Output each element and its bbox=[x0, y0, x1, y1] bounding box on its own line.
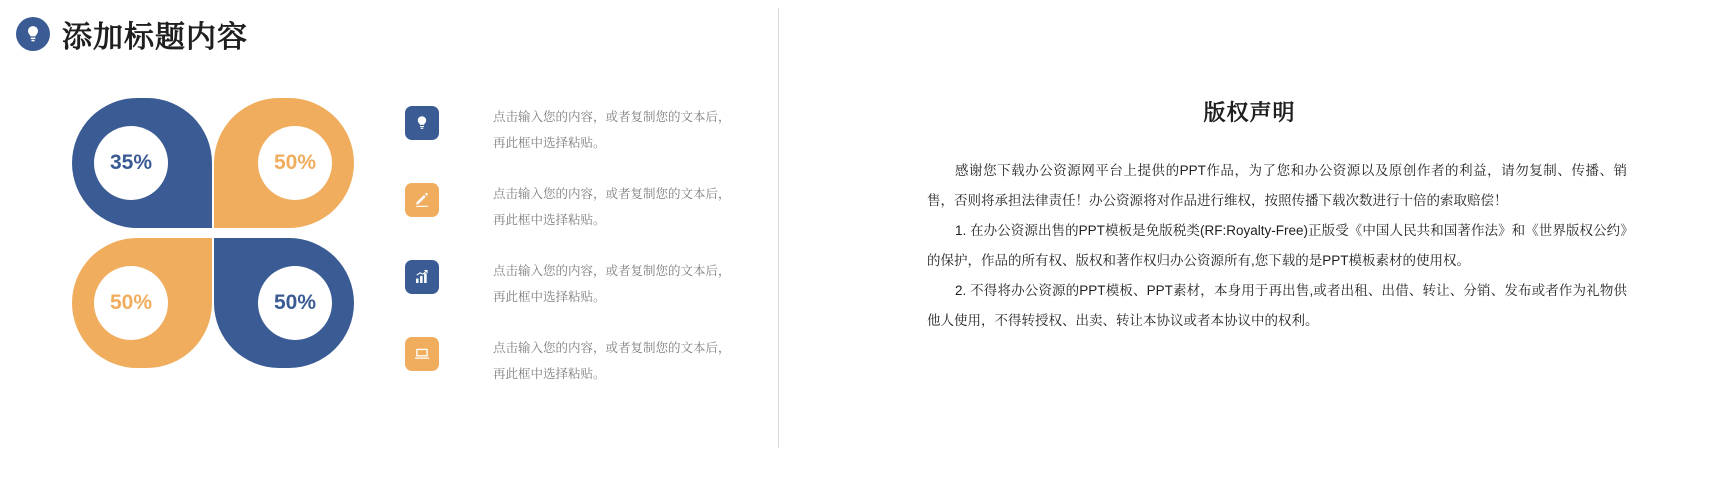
pinwheel-petal-top-left[interactable] bbox=[72, 98, 212, 228]
copyright-body bbox=[927, 156, 1627, 336]
list-item-text: 点击输入您的内容，或者复制您的文本后，再此框中选择粘贴。 bbox=[493, 110, 731, 150]
copyright-paragraph: 1. 在办公资源出售的PPT模板是免版税类(RF:Royalty-Free)正版受《中国人民共和国著作法》和《世界版权公约》的保护，作品的所有权、版权和著作权归办公资源所有,您下载的是PPT模板素材的使用权。 bbox=[927, 223, 1627, 268]
copyright-paragraph: 2. 不得将办公资源的PPT模板、PPT素材，本身用于再出售,或者出租、出借、转让、分销、发布或者作为礼物供他人使用，不得转授权、出卖、转让本协议或者本协议中的权利。 bbox=[927, 283, 1627, 328]
list-item-text: 点击输入您的内容，或者复制您的文本后，再此框中选择粘贴。 bbox=[493, 264, 731, 304]
page-title-text: 添加标题内容 bbox=[62, 21, 248, 54]
list-item[interactable] bbox=[405, 258, 745, 310]
lightbulb-badge-icon bbox=[16, 17, 50, 51]
list-item-text: 点击输入您的内容，或者复制您的文本后，再此框中选择粘贴。 bbox=[493, 341, 731, 381]
pinwheel-value-bottom-right: 50% bbox=[258, 266, 332, 340]
pinwheel-petal-bottom-right[interactable] bbox=[214, 238, 354, 368]
bullet-list bbox=[405, 104, 745, 412]
copyright-panel bbox=[779, 0, 1720, 490]
lightbulb-icon bbox=[405, 106, 439, 140]
pinwheel-petal-bottom-left[interactable] bbox=[72, 238, 212, 368]
laptop-icon bbox=[405, 337, 439, 371]
list-item[interactable] bbox=[405, 335, 745, 387]
copyright-title: 版权声明 bbox=[1203, 100, 1296, 125]
copyright-paragraph: 感谢您下载办公资源网平台上提供的PPT作品，为了您和办公资源以及原创作者的利益，请勿复制、传播、销售，否则将承担法律责任！办公资源将对作品进行维权，按照传播下载次数进行十倍的索取赔偿！ bbox=[927, 163, 1627, 208]
pencil-icon bbox=[405, 183, 439, 217]
pinwheel-value-bottom-left: 50% bbox=[94, 266, 168, 340]
pinwheel-petal-top-right[interactable] bbox=[214, 98, 354, 228]
pinwheel-value-top-right: 50% bbox=[258, 126, 332, 200]
list-item[interactable] bbox=[405, 181, 745, 233]
left-content-panel bbox=[0, 0, 778, 490]
pinwheel-value-top-left: 35% bbox=[94, 126, 168, 200]
page-title bbox=[16, 12, 248, 56]
bar-chart-icon bbox=[405, 260, 439, 294]
pinwheel-diagram bbox=[62, 98, 360, 378]
list-item-text: 点击输入您的内容，或者复制您的文本后，再此框中选择粘贴。 bbox=[493, 187, 731, 227]
list-item[interactable] bbox=[405, 104, 745, 156]
